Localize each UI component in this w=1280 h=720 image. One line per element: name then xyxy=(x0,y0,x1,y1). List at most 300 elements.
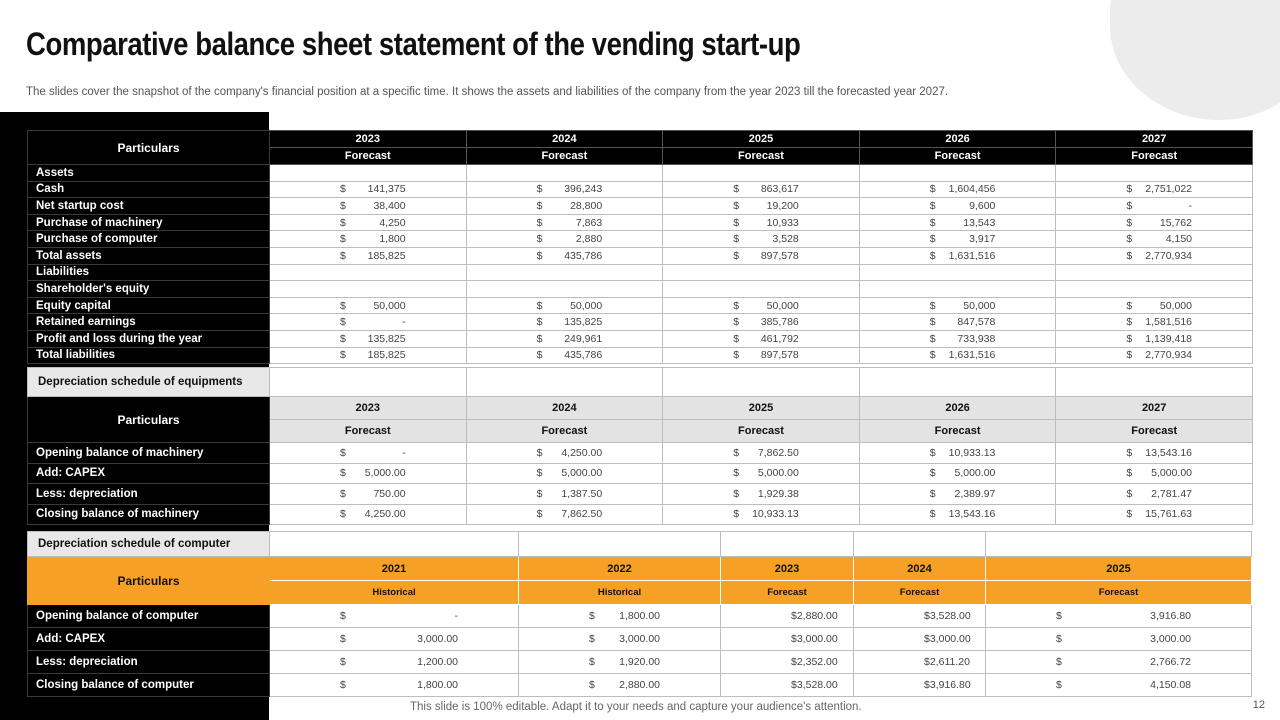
value-cell xyxy=(270,264,467,281)
amount-wrapper xyxy=(986,610,1251,622)
amount: 1,800 xyxy=(379,233,406,246)
table-row xyxy=(28,674,1252,697)
footer-note: This slide is 100% editable. Adapt it to your needs and capture your audience's attention. xyxy=(410,701,862,713)
amount-wrapper xyxy=(860,300,1056,312)
amount: 5,000.00 xyxy=(364,467,406,480)
value-cell xyxy=(663,504,860,525)
value-cell xyxy=(986,674,1252,697)
value-cell xyxy=(859,181,1056,198)
amount: 13,543.16 xyxy=(948,508,996,521)
amount: 19,200 xyxy=(766,199,799,212)
row-label: Opening balance of machinery xyxy=(28,443,270,464)
row-label: Closing balance of machinery xyxy=(28,504,270,525)
currency-symbol: $ xyxy=(1126,349,1133,362)
amount: 135,825 xyxy=(564,316,603,329)
currency-symbol: $ xyxy=(733,183,740,196)
value-cell xyxy=(663,484,860,505)
empty-cell xyxy=(270,532,519,557)
type-header: Forecast xyxy=(721,581,854,605)
amount-wrapper xyxy=(467,183,663,195)
value-cell xyxy=(859,214,1056,231)
amount: 1,800.00 xyxy=(619,610,660,622)
currency-symbol: $ xyxy=(589,633,595,645)
amount: 1,139,418 xyxy=(1145,332,1192,345)
amount: 863,617 xyxy=(760,183,799,196)
amount: 7,862.50 xyxy=(561,508,603,521)
amount: 9,600 xyxy=(969,199,996,212)
value-cell xyxy=(721,674,854,697)
section-row xyxy=(28,532,1252,557)
currency-symbol: $ xyxy=(929,349,936,362)
value-cell xyxy=(663,463,860,484)
amount: - xyxy=(1188,199,1192,212)
value-cell xyxy=(663,198,860,215)
row-label: Closing balance of computer xyxy=(28,674,270,697)
amount-wrapper xyxy=(270,200,466,212)
currency-symbol: $ xyxy=(733,216,740,229)
particulars-header: Particulars xyxy=(28,557,270,605)
amount: 10,933.13 xyxy=(948,446,996,459)
value-cell xyxy=(1056,281,1253,298)
currency-symbol: $ xyxy=(536,249,543,262)
currency-symbol: $ xyxy=(340,633,346,645)
section-label: Depreciation schedule of equipments xyxy=(28,368,270,397)
section-row xyxy=(28,368,1253,397)
amount-wrapper xyxy=(663,250,859,262)
value-cell xyxy=(270,181,467,198)
currency-symbol: $ xyxy=(340,679,346,691)
year-header: 2022 xyxy=(519,557,721,581)
amount-wrapper xyxy=(860,488,1056,500)
value-cell xyxy=(663,165,860,182)
amount-wrapper xyxy=(860,349,1056,361)
amount-wrapper xyxy=(270,217,466,229)
amount: 5,000.00 xyxy=(954,467,996,480)
value-cell xyxy=(859,297,1056,314)
amount-wrapper xyxy=(663,316,859,328)
amount-wrapper xyxy=(860,250,1056,262)
currency-symbol: $ xyxy=(733,446,740,459)
currency-symbol: $ xyxy=(340,487,346,500)
amount: 1,200.00 xyxy=(417,656,458,668)
currency-symbol: $ xyxy=(340,216,346,229)
amount: 4,250 xyxy=(379,216,406,229)
amount-wrapper xyxy=(519,656,720,668)
value-cell xyxy=(859,247,1056,264)
value-cell xyxy=(663,330,860,347)
type-header: Forecast xyxy=(1056,148,1253,165)
currency-symbol: $ xyxy=(340,656,346,668)
amount: 141,375 xyxy=(367,183,406,196)
amount-wrapper xyxy=(663,233,859,245)
currency-symbol: $ xyxy=(929,446,936,459)
particulars-header: Particulars xyxy=(28,131,270,165)
amount: 249,961 xyxy=(564,332,603,345)
amount-wrapper xyxy=(467,508,663,520)
page-subtitle: The slides cover the snapshot of the company's financial position at a specific time. It shows the assets and liabilities of the company from the year 2023 till the forecasted year 2027. xyxy=(26,86,949,98)
amount-wrapper xyxy=(860,508,1056,520)
year-header: 2023 xyxy=(270,131,467,148)
amount: 1,581,516 xyxy=(1145,316,1192,329)
table-row xyxy=(28,484,1253,505)
amount-wrapper xyxy=(270,467,466,479)
amount-wrapper xyxy=(663,183,859,195)
amount: 1,631,516 xyxy=(948,249,996,262)
value-cell xyxy=(466,165,663,182)
year-header: 2025 xyxy=(663,397,860,420)
amount-wrapper xyxy=(1056,333,1252,345)
type-header: Forecast xyxy=(859,148,1056,165)
value-cell xyxy=(1056,297,1253,314)
value-cell xyxy=(1056,504,1253,525)
value-cell xyxy=(859,264,1056,281)
row-label: Equity capital xyxy=(28,297,270,314)
amount-wrapper xyxy=(663,333,859,345)
type-header: Forecast xyxy=(986,581,1252,605)
empty-cell xyxy=(1056,368,1253,397)
empty-cell xyxy=(859,368,1056,397)
amount: 2,751,022 xyxy=(1145,183,1192,196)
amount-wrapper xyxy=(1056,300,1252,312)
year-header: 2024 xyxy=(466,397,663,420)
currency-symbol: $ xyxy=(340,610,346,622)
year-header: 2026 xyxy=(859,397,1056,420)
table-row xyxy=(28,605,1252,628)
amount-wrapper xyxy=(986,633,1251,645)
amount: 7,863 xyxy=(575,216,603,229)
currency-symbol: $ xyxy=(929,467,936,480)
amount-wrapper xyxy=(1056,200,1252,212)
currency-symbol: $ xyxy=(733,332,740,345)
currency-symbol: $ xyxy=(929,508,936,521)
amount-wrapper xyxy=(854,656,985,668)
value-cell xyxy=(270,628,519,651)
currency-symbol: $ xyxy=(536,487,543,500)
type-header: Forecast xyxy=(859,420,1056,443)
currency-symbol: $ xyxy=(733,349,740,362)
amount: 3,528.00 xyxy=(796,679,838,691)
section-label: Depreciation schedule of computer xyxy=(28,532,270,557)
amount: 185,825 xyxy=(367,349,406,362)
amount: 3,528.00 xyxy=(929,610,971,622)
amount: 2,781.47 xyxy=(1151,487,1192,500)
amount-wrapper xyxy=(467,467,663,479)
currency-symbol: $ xyxy=(924,633,930,645)
currency-symbol: $ xyxy=(733,487,740,500)
year-header: 2025 xyxy=(663,131,860,148)
amount: 135,825 xyxy=(367,332,406,345)
value-cell xyxy=(721,605,854,628)
amount-wrapper xyxy=(860,316,1056,328)
type-header: Forecast xyxy=(663,148,860,165)
value-cell xyxy=(270,651,519,674)
value-cell xyxy=(270,443,467,464)
value-cell xyxy=(859,231,1056,248)
amount-wrapper xyxy=(1056,183,1252,195)
amount-wrapper xyxy=(270,488,466,500)
currency-symbol: $ xyxy=(929,332,936,345)
amount-wrapper xyxy=(270,447,466,459)
amount: 750.00 xyxy=(373,487,406,500)
type-header: Historical xyxy=(270,581,519,605)
value-cell xyxy=(466,264,663,281)
row-label: Liabilities xyxy=(28,264,270,281)
value-cell xyxy=(270,484,467,505)
value-cell xyxy=(270,297,467,314)
amount-wrapper xyxy=(270,508,466,520)
currency-symbol: $ xyxy=(1056,633,1062,645)
amount-wrapper xyxy=(860,447,1056,459)
amount: 3,000.00 xyxy=(619,633,660,645)
currency-symbol: $ xyxy=(929,316,936,329)
amount: 38,400 xyxy=(373,199,406,212)
type-header: Forecast xyxy=(270,148,467,165)
currency-symbol: $ xyxy=(929,183,936,196)
currency-symbol: $ xyxy=(340,332,346,345)
amount: - xyxy=(402,316,406,329)
amount: 3,917 xyxy=(969,233,996,246)
currency-symbol: $ xyxy=(1126,467,1133,480)
amount-wrapper xyxy=(1056,508,1252,520)
amount-wrapper xyxy=(854,610,985,622)
amount: 2,352.00 xyxy=(796,656,838,668)
row-label: Less: depreciation xyxy=(28,651,270,674)
amount-wrapper xyxy=(1056,250,1252,262)
year-header: 2023 xyxy=(270,397,467,420)
value-cell xyxy=(854,628,986,651)
amount: 385,786 xyxy=(760,316,799,329)
amount-wrapper xyxy=(721,656,853,668)
currency-symbol: $ xyxy=(924,610,930,622)
amount-wrapper xyxy=(721,610,853,622)
row-label: Add: CAPEX xyxy=(28,628,270,651)
currency-symbol: $ xyxy=(791,679,797,691)
currency-symbol: $ xyxy=(589,679,595,691)
equipment-schedule-table xyxy=(27,367,1253,525)
amount: 5,000.00 xyxy=(561,467,603,480)
amount: 3,000.00 xyxy=(417,633,458,645)
value-cell xyxy=(466,181,663,198)
amount: 50,000 xyxy=(963,299,996,312)
table-row xyxy=(28,231,1253,248)
value-cell xyxy=(466,281,663,298)
value-cell xyxy=(1056,247,1253,264)
year-header: 2023 xyxy=(721,557,854,581)
amount: 50,000 xyxy=(570,299,603,312)
amount-wrapper xyxy=(519,610,720,622)
currency-symbol: $ xyxy=(1126,183,1133,196)
amount-wrapper xyxy=(663,217,859,229)
currency-symbol: $ xyxy=(340,233,346,246)
amount-wrapper xyxy=(854,679,985,691)
value-cell xyxy=(270,314,467,331)
row-label: Cash xyxy=(28,181,270,198)
amount-wrapper xyxy=(467,200,663,212)
amount: 733,938 xyxy=(957,332,996,345)
amount-wrapper xyxy=(270,610,518,622)
currency-symbol: $ xyxy=(340,508,346,521)
value-cell xyxy=(859,347,1056,364)
amount: 10,933.13 xyxy=(752,508,799,521)
currency-symbol: $ xyxy=(1056,656,1062,668)
amount: 3,916.80 xyxy=(1150,610,1191,622)
currency-symbol: $ xyxy=(340,349,346,362)
table-row xyxy=(28,297,1253,314)
decorative-blob xyxy=(1110,0,1280,120)
currency-symbol: $ xyxy=(1126,487,1133,500)
value-cell xyxy=(1056,443,1253,464)
value-cell xyxy=(466,347,663,364)
table-row xyxy=(28,198,1253,215)
value-cell xyxy=(859,484,1056,505)
value-cell xyxy=(663,314,860,331)
currency-symbol: $ xyxy=(929,487,936,500)
currency-symbol: $ xyxy=(1126,446,1133,459)
row-label: Opening balance of computer xyxy=(28,605,270,628)
currency-symbol: $ xyxy=(924,679,930,691)
currency-symbol: $ xyxy=(1126,332,1133,345)
amount: 5,000.00 xyxy=(757,467,799,480)
amount-wrapper xyxy=(467,250,663,262)
currency-symbol: $ xyxy=(536,316,543,329)
amount-wrapper xyxy=(860,467,1056,479)
amount: 1,929.38 xyxy=(757,487,799,500)
value-cell xyxy=(1056,347,1253,364)
table-row xyxy=(28,443,1253,464)
amount: 435,786 xyxy=(564,249,603,262)
amount: 50,000 xyxy=(1159,299,1192,312)
value-cell xyxy=(519,674,721,697)
currency-symbol: $ xyxy=(733,199,740,212)
value-cell xyxy=(986,628,1252,651)
amount: - xyxy=(454,610,458,622)
value-cell xyxy=(1056,165,1253,182)
value-cell xyxy=(859,463,1056,484)
value-cell xyxy=(986,651,1252,674)
amount: 1,387.50 xyxy=(561,487,603,500)
empty-cell xyxy=(519,532,721,557)
amount-wrapper xyxy=(986,679,1251,691)
amount-wrapper xyxy=(270,633,518,645)
amount: 2,880.00 xyxy=(619,679,660,691)
amount: 1,604,456 xyxy=(948,183,996,196)
value-cell xyxy=(270,605,519,628)
amount-wrapper xyxy=(1056,467,1252,479)
value-cell xyxy=(466,214,663,231)
amount: 2,389.97 xyxy=(954,487,996,500)
amount: 13,543 xyxy=(963,216,996,229)
amount: - xyxy=(402,446,406,459)
amount-wrapper xyxy=(270,300,466,312)
value-cell xyxy=(1056,231,1253,248)
value-cell xyxy=(663,264,860,281)
currency-symbol: $ xyxy=(340,299,346,312)
value-cell xyxy=(859,165,1056,182)
type-header: Forecast xyxy=(466,420,663,443)
amount: 4,150 xyxy=(1165,233,1192,246)
table-row xyxy=(28,347,1253,364)
row-label: Total assets xyxy=(28,247,270,264)
type-header: Forecast xyxy=(854,581,986,605)
row-label: Retained earnings xyxy=(28,314,270,331)
table-row xyxy=(28,181,1253,198)
currency-symbol: $ xyxy=(536,183,543,196)
currency-symbol: $ xyxy=(791,633,797,645)
empty-cell xyxy=(986,532,1252,557)
currency-symbol: $ xyxy=(1056,610,1062,622)
currency-symbol: $ xyxy=(733,249,740,262)
currency-symbol: $ xyxy=(536,332,543,345)
empty-cell xyxy=(854,532,986,557)
value-cell xyxy=(663,443,860,464)
value-cell xyxy=(859,281,1056,298)
value-cell xyxy=(270,198,467,215)
value-cell xyxy=(1056,484,1253,505)
amount-wrapper xyxy=(467,349,663,361)
value-cell xyxy=(270,347,467,364)
amount: 3,000.00 xyxy=(929,633,971,645)
amount: 2,766.72 xyxy=(1150,656,1191,668)
currency-symbol: $ xyxy=(589,610,595,622)
year-header: 2026 xyxy=(859,131,1056,148)
amount: 1,800.00 xyxy=(417,679,458,691)
value-cell xyxy=(270,330,467,347)
year-header: 2027 xyxy=(1056,397,1253,420)
table-row xyxy=(28,214,1253,231)
currency-symbol: $ xyxy=(589,656,595,668)
value-cell xyxy=(859,330,1056,347)
currency-symbol: $ xyxy=(1126,299,1133,312)
amount: 461,792 xyxy=(760,332,799,345)
value-cell xyxy=(270,504,467,525)
amount-wrapper xyxy=(270,183,466,195)
value-cell xyxy=(466,484,663,505)
value-cell xyxy=(986,605,1252,628)
value-cell xyxy=(270,247,467,264)
currency-symbol: $ xyxy=(536,216,543,229)
amount: 1,631,516 xyxy=(948,349,996,362)
amount: 50,000 xyxy=(373,299,406,312)
amount: 897,578 xyxy=(760,349,799,362)
currency-symbol: $ xyxy=(536,299,543,312)
currency-symbol: $ xyxy=(733,316,740,329)
currency-symbol: $ xyxy=(929,199,936,212)
amount: 897,578 xyxy=(760,249,799,262)
empty-cell xyxy=(270,368,467,397)
amount: 3,000.00 xyxy=(796,633,838,645)
value-cell xyxy=(270,231,467,248)
amount: 2,880 xyxy=(575,233,603,246)
table-row xyxy=(28,314,1253,331)
empty-cell xyxy=(466,368,663,397)
amount: 435,786 xyxy=(564,349,603,362)
amount-wrapper xyxy=(519,679,720,691)
amount: 3,916.80 xyxy=(929,679,971,691)
currency-symbol: $ xyxy=(340,467,346,480)
amount: 13,543.16 xyxy=(1145,446,1192,459)
value-cell xyxy=(270,674,519,697)
year-header: 2021 xyxy=(270,557,519,581)
currency-symbol: $ xyxy=(536,446,543,459)
table-row xyxy=(28,330,1253,347)
amount-wrapper xyxy=(270,656,518,668)
amount-wrapper xyxy=(467,233,663,245)
currency-symbol: $ xyxy=(536,233,543,246)
amount-wrapper xyxy=(1056,233,1252,245)
amount-wrapper xyxy=(270,679,518,691)
row-label: Total liabilities xyxy=(28,347,270,364)
table-row xyxy=(28,628,1252,651)
